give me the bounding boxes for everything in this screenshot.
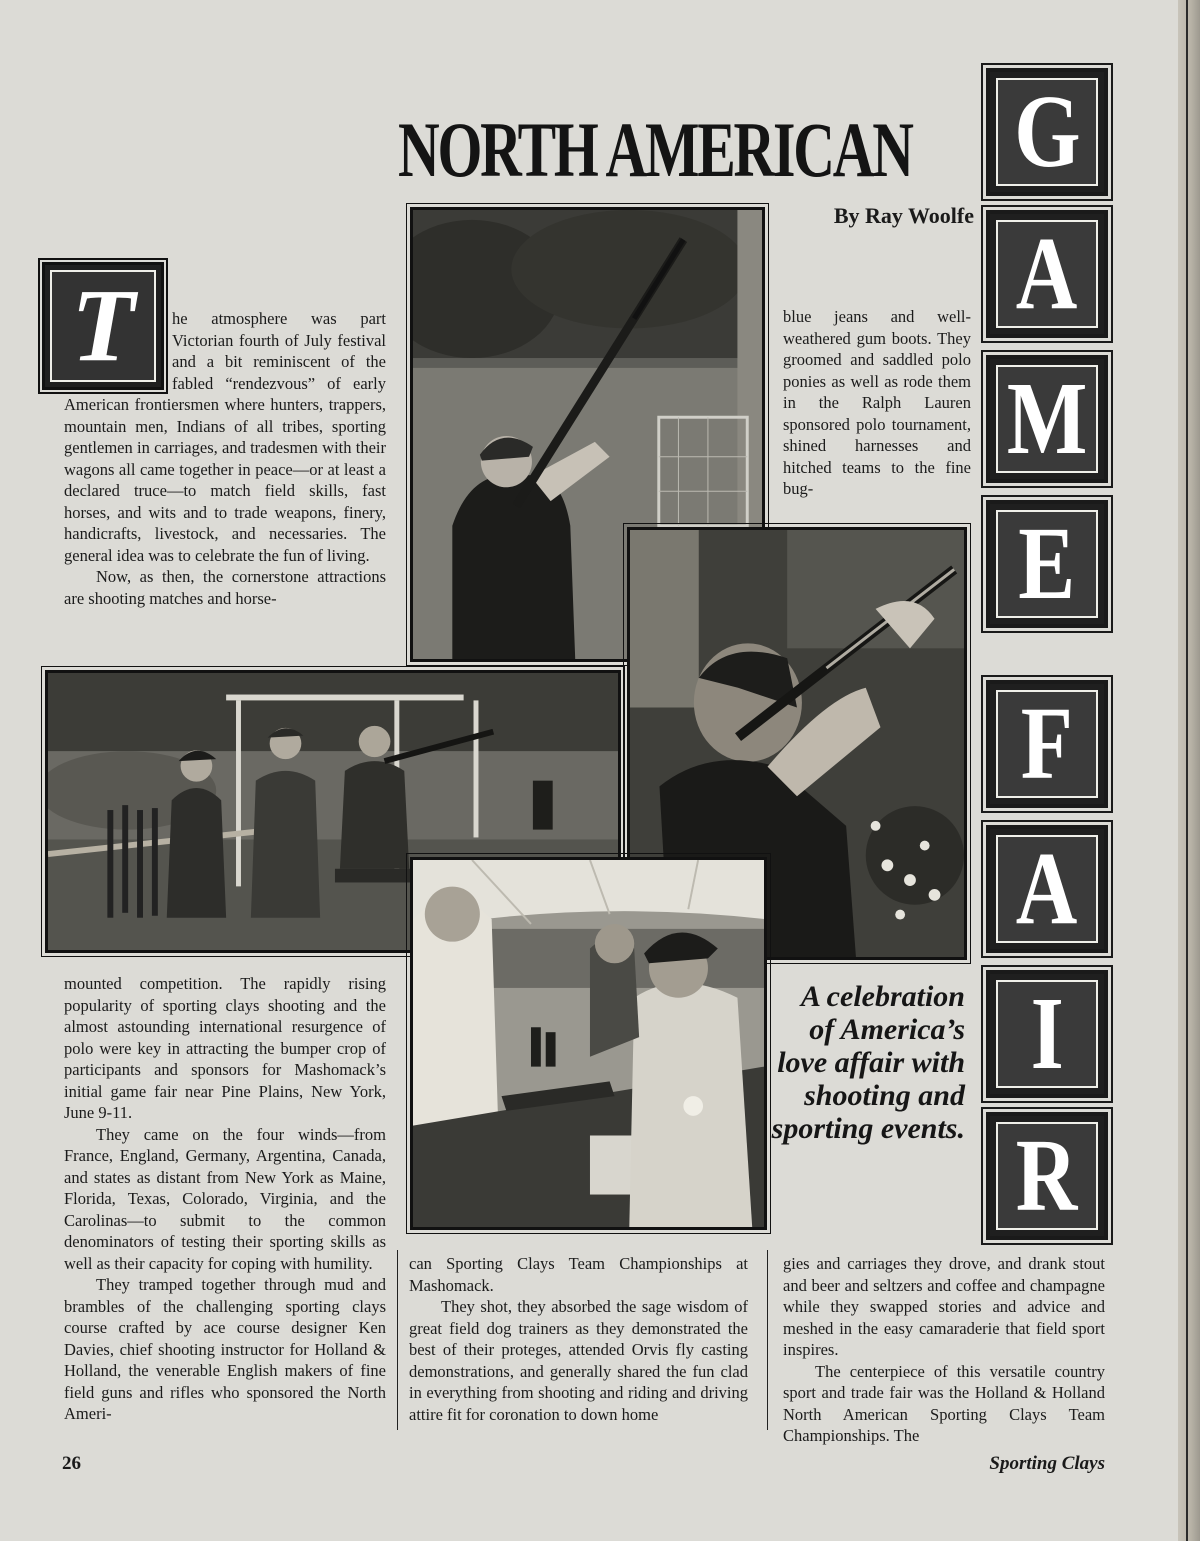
title-tile-i	[986, 970, 1108, 1098]
photo-trade-tent	[410, 857, 767, 1230]
pull-quote: A celebration of America’s love affair with shooting and sporting events.	[771, 980, 965, 1145]
title-tile-e	[986, 500, 1108, 628]
tile-letter: E	[1018, 506, 1076, 621]
tile-letter: M	[1006, 361, 1088, 476]
paragraph: he atmosphere was part Victorian fourth of July festival and a bit reminiscent of the fabled “rendezvous” of early American frontiersmen where hunters, trappers, mountain men, Indians of all tribes, sporting gentlemen in carriages, and tradesmen with their wagons all came together in peace—or at least a declared truce—to match field skills, fast horses, and wits and to trade weapons, finery, handicrafts, livestock, and necessaries. The general idea was to celebrate the fun of living.	[64, 309, 386, 565]
title-tile-f	[986, 680, 1108, 808]
page-number: 26	[62, 1453, 81, 1474]
paragraph: The centerpiece of this versatile country sport and trade fair was the Holland & Holland North American Sporting Clays Team Championships. The	[783, 1361, 1105, 1445]
paragraph: can Sporting Clays Team Championships at Mashomack.	[409, 1254, 748, 1295]
column-rule	[767, 1250, 768, 1430]
tile-letter: R	[1016, 1118, 1078, 1233]
paragraph: They tramped together through mud and brambles of the challenging sporting clays course crafted by ace course designer Ken Davies, chief shooting instructor for Holland & Holland, the venerable English makers of fine field guns and rifles who sponsored the North Ameri-	[64, 1275, 386, 1423]
title-tile-g	[986, 68, 1108, 196]
title-tile-m	[986, 355, 1108, 483]
byline: By Ray Woolfe	[833, 203, 974, 228]
column-3-bottom	[783, 1253, 1105, 1447]
tile-letter: G	[1013, 74, 1081, 189]
tile-letter: I	[1030, 976, 1064, 1091]
drop-cap-letter: T	[71, 268, 135, 383]
paragraph: They came on the four winds—from France, England, Germany, Argentina, Canada, and states as distant from New York as Maine, Florida, Texas, Colorado, Virginia, and the Carolinas—to submit to the common denominators of testing their sporting skills as well as their capacity for coping with humility.	[64, 1124, 386, 1273]
column-rule	[397, 1250, 398, 1430]
drop-cap-spacer	[64, 308, 172, 394]
page-edge	[1178, 0, 1200, 1541]
magazine-name: Sporting Clays	[989, 1453, 1105, 1474]
tile-letter: A	[1016, 831, 1078, 946]
column-1-top	[64, 308, 386, 609]
tile-letter: A	[1016, 216, 1078, 331]
title-tile-a2	[986, 825, 1108, 953]
paragraph: They shot, they absorbed the sage wisdom of great field dog trainers as they demonstrated the best of their proteges, attended Orvis fly casting demonstrations, and generally shared the fun clad in everything from shooting and riding and driving attire fit for coronation to down home	[409, 1297, 748, 1424]
title-tile-r	[986, 1112, 1108, 1240]
paragraph: Now, as then, the cornerstone attractions are shooting matches and horse-	[64, 567, 386, 608]
title-tile-a	[986, 210, 1108, 338]
paragraph: mounted competition. The rapidly rising popularity of sporting clays shooting and the almost astounding international resurgence of polo were key in attracting the bumper crop of participants and sponsors for Mashomack’s initial game fair near Pine Plains, New York, June 9-11.	[64, 974, 386, 1122]
column-3-top	[783, 306, 971, 500]
column-2-bottom	[409, 1253, 748, 1425]
article-headline: NORTH AMERICAN	[398, 106, 912, 193]
photo-image	[413, 860, 764, 1227]
column-1-bottom	[64, 973, 386, 1425]
paragraph: blue jeans and well-weathered gum boots. They groomed and saddled polo ponies as well as rode them in the Ralph Lauren sponsored polo tournament, shined harnesses and hitched teams to the fine bug-	[783, 307, 971, 498]
tile-letter: F	[1020, 686, 1074, 801]
paragraph: gies and carriages they drove, and drank stout and beer and seltzers and coffee and champagne while they swapped stories and advice and meshed in the easy camaraderie that field sport inspires.	[783, 1254, 1105, 1359]
